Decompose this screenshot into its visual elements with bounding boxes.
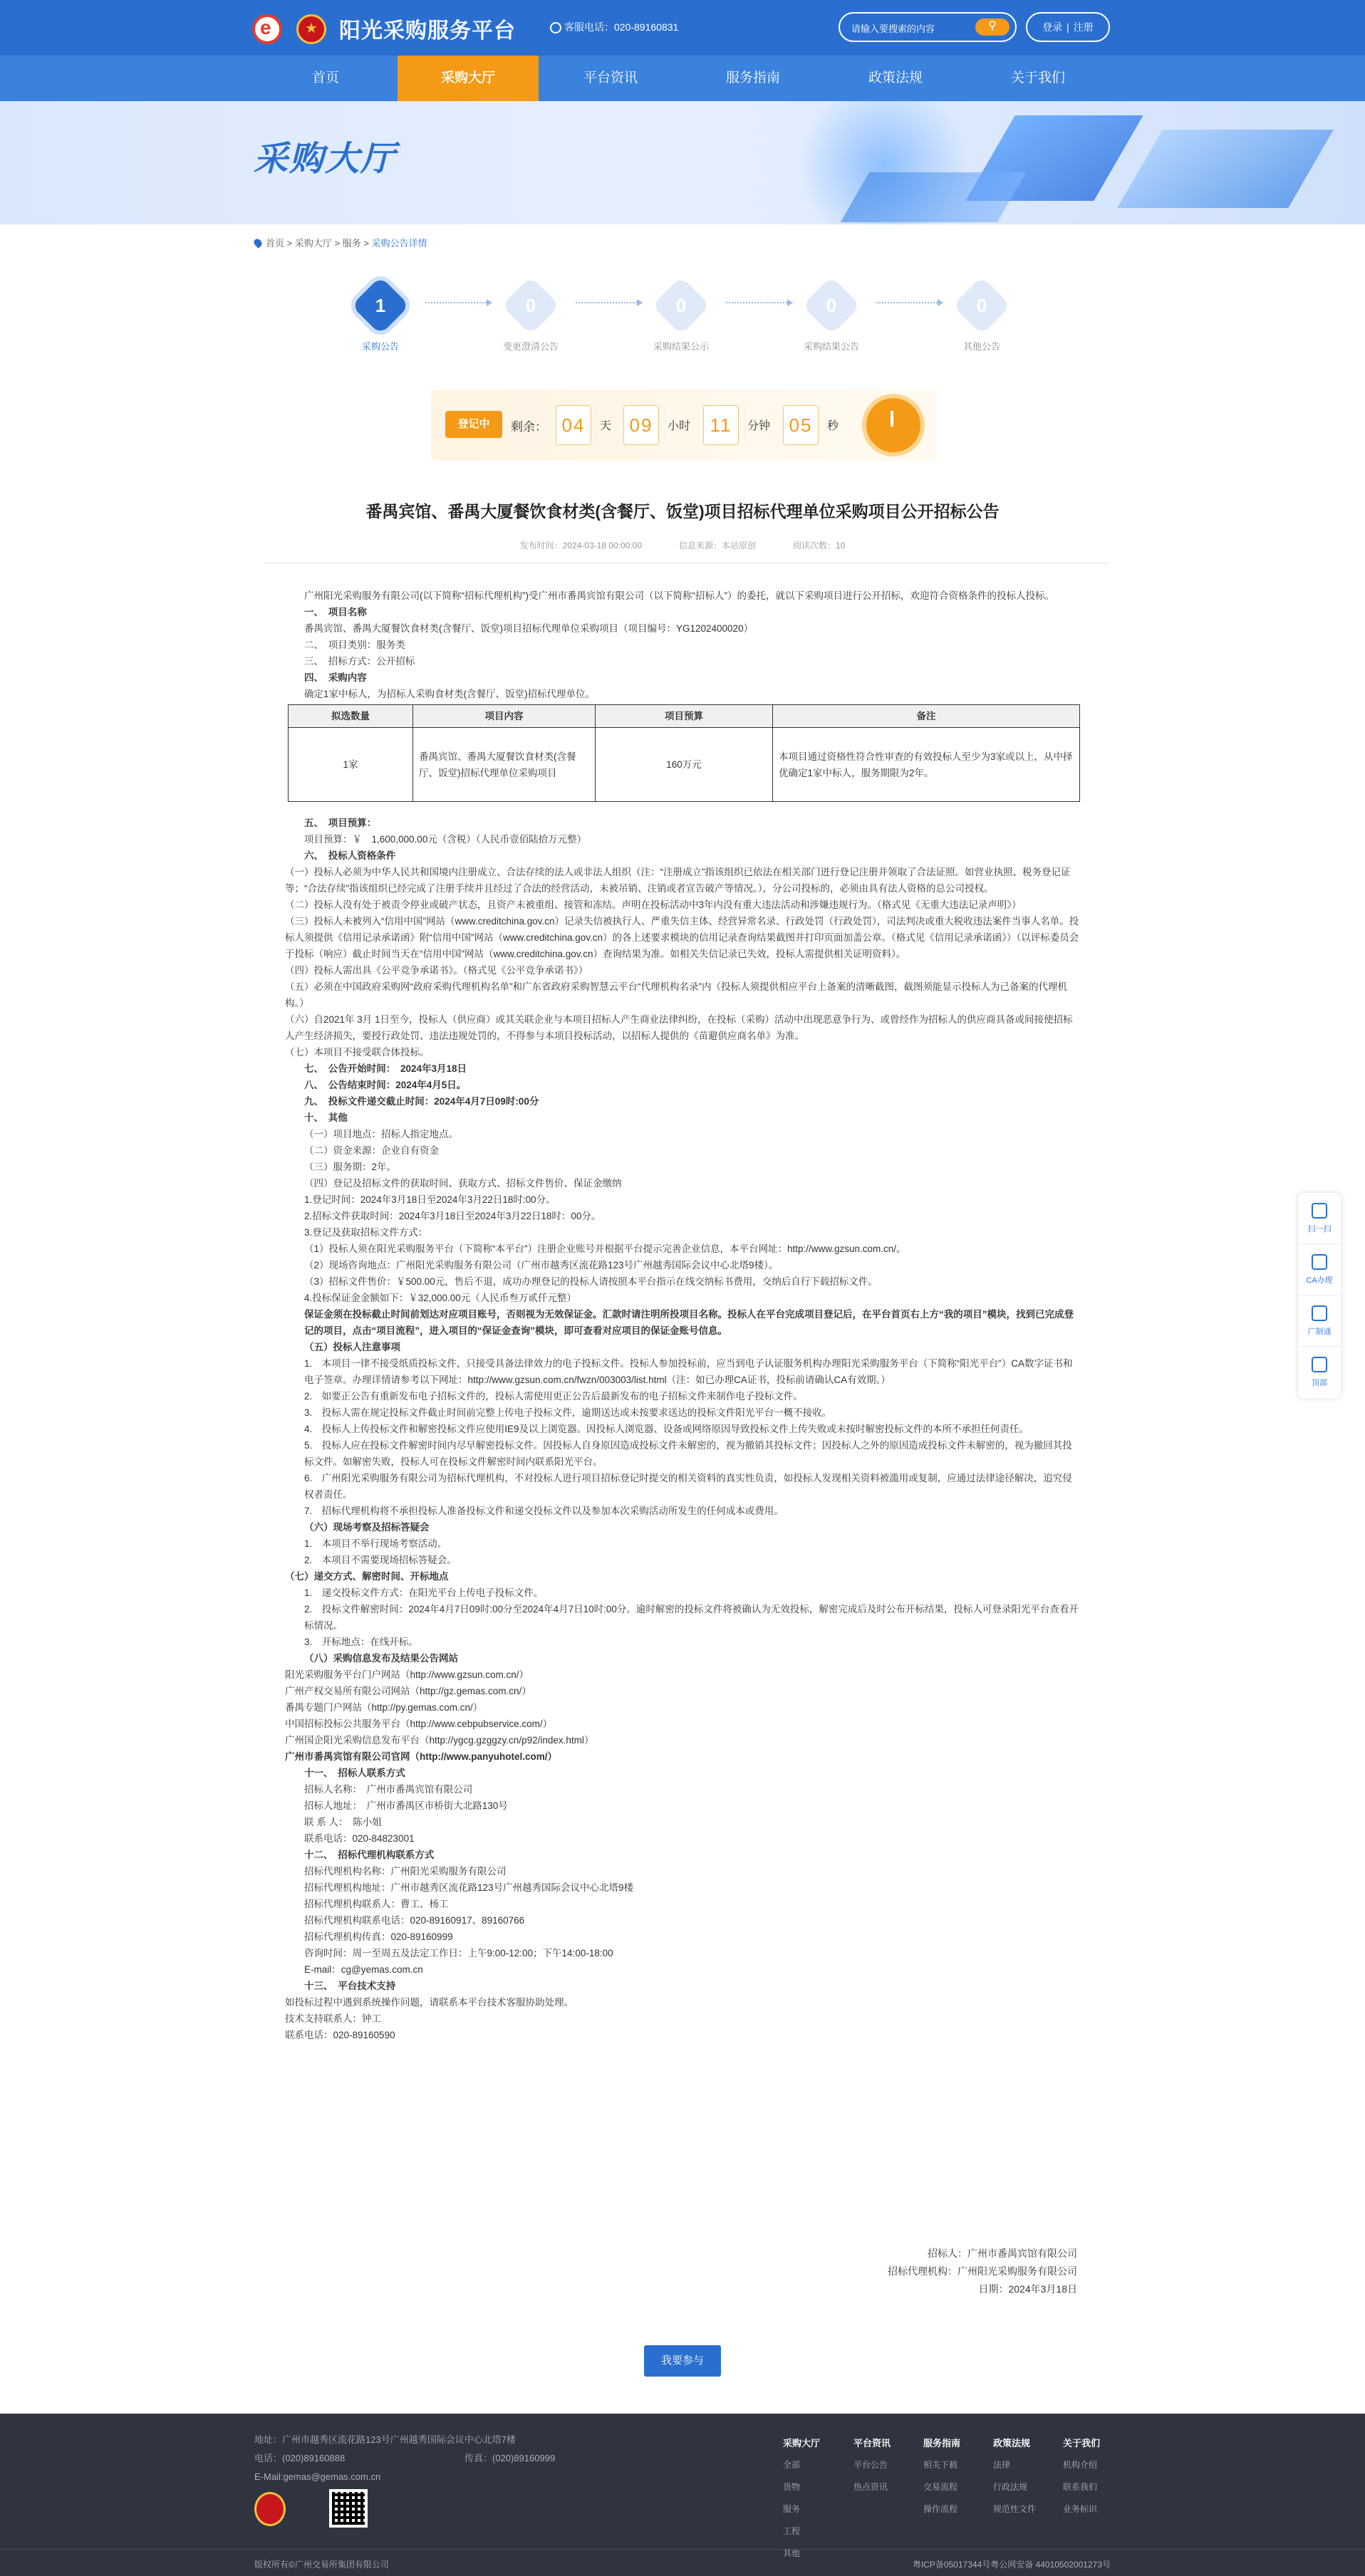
footer <box>0 2414 1365 2576</box>
publish-time: 发布时间：2024-03-18 00:00:00 <box>519 541 643 551</box>
article-paragraph: 7. 招标代理机构将不承担投标人准备投标文件和递交投标文件以及参加本次采购活动所发生的任何成本或费用。 <box>304 1506 784 1516</box>
banner-decoration <box>1117 130 1334 208</box>
footer-link[interactable]: 行政法规 <box>993 2482 1028 2492</box>
footer-col-heading[interactable]: 平台资讯 <box>853 2438 891 2449</box>
article-paragraph: 十二、 招标代理机构联系方式 <box>304 1850 435 1860</box>
article-paragraph: 招标代理机构联系电话：020-89160917、89160766 <box>304 1915 525 1926</box>
article-paragraph: 项目预算：￥ 1,600,000.00元（含税）（人民币壹佰陆拾万元整） <box>304 834 587 845</box>
article-paragraph: （二）投标人没有处于被责令停业或破产状态，且资产未被重组、接管和冻结。声明在投标活动中3年内没有重大违法活动和涉嫌违规行为。（格式见《无重大违法记录声明》） <box>285 899 1022 910</box>
step-other-notice[interactable] <box>932 281 1032 353</box>
step-arrow <box>576 302 640 303</box>
chart-icon <box>1312 1305 1327 1321</box>
login-register: 登录 | 注册 <box>1026 12 1110 42</box>
footer-email: E-Mail:gemas@gemas.com.cn <box>254 2471 381 2482</box>
nav-procurement-hall[interactable]: 采购大厅 <box>398 56 539 101</box>
footer-link[interactable]: 相关下载 <box>923 2460 958 2470</box>
article-paragraph: 广州国企阳光采购信息发布平台（http://ygcg.gzggzy.cn/p92/index.html） <box>285 1735 594 1746</box>
article-paragraph: 番禺宾馆、番禺大厦餐饮食材类(含餐厅、饭堂)项目招标代理单位采购项目（项目编号：YG1202400020） <box>304 623 754 634</box>
scan-qrcode-button[interactable] <box>1298 1193 1341 1244</box>
footer-link[interactable]: 联系我们 <box>1063 2482 1098 2492</box>
sidebar-label: 扫一扫 <box>1307 1225 1332 1234</box>
table-cell: 160万元 <box>596 728 773 802</box>
hotline <box>550 20 678 34</box>
sidebar-label: 顶部 <box>1312 1379 1327 1387</box>
ca-service-button[interactable] <box>1298 1244 1341 1295</box>
table-header: 项目预算 <box>596 705 773 728</box>
article-paragraph: （四）登记及招标文件的获取时间、获取方式、招标文件售价、保证金缴纳 <box>304 1178 622 1189</box>
sidebar-label: 广制通 <box>1307 1328 1332 1336</box>
article-paragraph: 5. 投标人应在投标文件解密时间内尽早解密投标文件。因投标人自身原因造成投标文件未解密的，视为撤销其投标文件；因投标人之外的原因造成投标文件未解密的，视为撤回其投标文件。如解密失败，投标人可在投标文件解密时间内联系阳光平台。 <box>304 1440 1072 1467</box>
banner-title: 采购大厅 <box>254 140 397 178</box>
article-paragraph: 招标人名称： 广州市番禺宾馆有限公司 <box>304 1784 473 1795</box>
countdown-timer <box>431 390 937 461</box>
article-paragraph: 广州产权交易所有限公司网站（http://gz.gemas.com.cn/） <box>285 1686 531 1696</box>
minutes-unit: 分钟 <box>747 420 771 432</box>
footer-link[interactable]: 全部 <box>783 2460 801 2470</box>
view-count: 阅读次数：10 <box>793 541 846 551</box>
platform-logo-icon[interactable]: e <box>252 14 282 44</box>
article-paragraph: 1. 本项目不举行现场考察活动。 <box>304 1538 447 1549</box>
step-label: 采购公告 <box>361 341 399 352</box>
signature-block <box>712 2245 1077 2298</box>
status-badge: 登记中 <box>445 411 502 438</box>
back-to-top-button[interactable] <box>1298 1347 1341 1398</box>
banner-decoration <box>841 172 1026 222</box>
footer-address: 地址：广州市越秀区流花路123号广州越秀国际会议中心北塔7楼 <box>254 2434 516 2445</box>
location-pin-icon <box>252 237 264 249</box>
remaining-label: 剩余： <box>511 420 547 434</box>
search-input[interactable] <box>839 12 1017 42</box>
nav-service-guide[interactable]: 服务指南 <box>725 71 780 85</box>
step-procurement-notice[interactable] <box>331 281 430 353</box>
article-paragraph: 技术支持联系人：钟工 <box>285 2013 381 2024</box>
article-paragraph: 十、 其他 <box>304 1112 348 1123</box>
procurement-table <box>288 704 1080 802</box>
article-paragraph: （二）资金来源：企业自有资金 <box>304 1145 439 1156</box>
article-paragraph: 招标代理机构传真：020-89160999 <box>304 1931 453 1942</box>
article-paragraph: 确定1家中标人，为招标人采购食材类(含餐厅、饭堂)招标代理单位。 <box>304 689 595 699</box>
article-paragraph: （八）采购信息发布及结果公告网站 <box>304 1653 458 1664</box>
login-link[interactable]: 登录 <box>1042 21 1063 33</box>
article-paragraph: （六）自2021年 3月 1日至今，投标人（供应商）或其关联企业与本项目招标人产生商业法律纠纷，在投标（采购）活动中出现恶意争行为、或曾经作为招标人的供应商具备或间接使招标人产生经济损失，要授行政处罚、违法违规处罚的，不得参与本项目投标活动，以招标人提供的《苗避供应商名单》为准。 <box>285 1014 1073 1041</box>
hours-unit: 小时 <box>668 420 691 432</box>
phone-icon <box>550 22 561 33</box>
article-paragraph: 2. 投标文件解密时间：2024年4月7日09时:00分至2024年4月7日10时:00分。逾时解密的投标文件将被确认为无效投标，解密完成后及时公布开标结果，投标人可登录阳光平台查看开标情况。 <box>304 1604 1079 1631</box>
article-paragraph: （五）投标人注意事项 <box>304 1342 400 1352</box>
article-paragraph: 联系电话：020-89160590 <box>285 2030 395 2040</box>
search-icon[interactable]: ⚲ <box>975 19 1010 36</box>
article-paragraph: 四、 采购内容 <box>304 672 367 683</box>
article-paragraph: 六、 投标人资格条件 <box>304 850 396 861</box>
table-cell: 本项目通过资格性符合性审查的有效投标人至少为3家或以上，从中择优确定1家中标人，服务期限为2年。 <box>773 728 1080 802</box>
table-cell: 1家 <box>289 728 413 802</box>
article-paragraph: 4. 投标人上传投标文件和解密投标文件应使用IE9及以上浏览器。因投标人浏览器、设备或网络原因导致投标文件上传失败或未按时解密投标文件的本所不承担任何责任。 <box>304 1424 1029 1434</box>
days-unit: 天 <box>600 420 612 432</box>
copyright: 版权所有©广州交易所集团有限公司 <box>254 2560 389 2570</box>
footer-fax: 传真：(020)89160999 <box>464 2453 556 2463</box>
table-header: 备注 <box>773 705 1080 728</box>
article-paragraph: E-mail：cg@yemas.com.cn <box>304 1964 423 1975</box>
join-button[interactable]: 我要参与 <box>644 2345 721 2377</box>
table-header: 项目内容 <box>413 705 596 728</box>
seconds-box: 05 <box>783 405 819 445</box>
police-emblem-icon <box>254 2492 286 2526</box>
nav-policy[interactable]: 政策法规 <box>868 71 923 85</box>
article-paragraph: 2.招标文件获取时间：2024年3月18日至2024年3月22日18时：00分。 <box>304 1211 601 1221</box>
step-hexagon: 0 <box>953 276 1011 335</box>
step-arrow <box>425 302 489 303</box>
signer-tenderer: 招标人：广州市番禺宾馆有限公司 <box>928 2248 1077 2259</box>
footer-col-heading[interactable]: 采购大厅 <box>783 2438 821 2449</box>
article-paragraph: 招标代理机构联系人：曹工、杨工 <box>304 1899 449 1909</box>
article-paragraph: 保证金须在投标截止时间前划达对应项目账号，否则视为无效保证金。汇款时请注明所投项目名称。投标人在平台完成项目登记后，在平台首页右上方“我的项目”模块，找到已完成登记的项目，点击“项目流程”，进入项目的“保证金查询”模块，即可查看对应项目的保证金账号信息。 <box>304 1309 1074 1336</box>
step-label: 采购结果公告 <box>803 341 859 352</box>
search-placeholder: 请输入要搜索的内容 <box>851 24 935 34</box>
article-paragraph: 3. 投标人需在规定投标文件截止时间前完整上传电子投标文件，逾期送达或未按要求送达的投标文件阳光平台一概不接收。 <box>304 1407 832 1418</box>
breadcrumb-hall[interactable]: 采购大厅 <box>294 238 332 249</box>
step-hexagon: 1 <box>351 276 410 335</box>
article-paragraph: 番禺专题门户网站（http://py.gemas.com.cn/） <box>285 1702 483 1713</box>
footer-link[interactable]: 交易流程 <box>923 2482 958 2492</box>
step-label: 变更澄清公告 <box>502 341 559 352</box>
icp-record[interactable]: 粤ICP备05017344号粤公网安备 44010502001273号 <box>912 2560 1111 2570</box>
article-body <box>285 588 1080 2043</box>
article-paragraph: （三）服务期：2年。 <box>304 1162 397 1172</box>
step-change-notice[interactable] <box>481 281 581 353</box>
article-paragraph: （三）投标人未被列入“信用中国”网站（www.creditchina.gov.cn）记录失信被执行人、严重失信主体、经营异常名录、行政处罚（行政处罚），司法判决或重大税收违法案件当事人名单。投标人须提供《信用记录承诺函》附“信用中国”网站（www.creditchina.gov.cn）的各上述要求模块的信用记录查询结果截图并打印页面加盖公章。（格式见《信用记录承诺函》）（以评标委员会于投标（响应）截止时间当天在“信用中国”网站（www.creditchina.gov.cn）查询结果为准。如相关失信记录已失效，投标人需提供相关证明资料）。 <box>285 916 1079 959</box>
footer-link[interactable]: 机构介绍 <box>1063 2460 1098 2470</box>
article-paragraph: 3.登记及获取招标文件方式： <box>304 1227 428 1238</box>
signer-agency: 招标代理机构：广州阳光采购服务有限公司 <box>888 2265 1077 2277</box>
article-title: 番禺宾馆、番禺大厦餐饮食材类(含餐厅、饭堂)项目招标代理单位采购项目公开招标公告 <box>365 502 1000 521</box>
footer-col-hall <box>783 2432 847 2565</box>
nav-news[interactable]: 平台资讯 <box>583 71 638 85</box>
article-paragraph: 八、 公告结束时间：2024年4月5日。 <box>304 1080 467 1090</box>
article-section-2 <box>285 815 1080 2043</box>
article-paragraph: 招标人地址： 广州市番禺区市桥街大北路130号 <box>304 1800 508 1811</box>
footer-col-policy <box>993 2432 1057 2520</box>
breadcrumb: 首页 > 采购大厅 > 服务 > 采购公告详情 <box>254 236 427 249</box>
footer-bottom-bar <box>0 2549 1365 2576</box>
footer-link[interactable]: 平台公告 <box>853 2460 888 2470</box>
article-paragraph: 联 系 人： 陈小姐 <box>304 1817 382 1827</box>
article-paragraph: 三、 招标方式：公开招标 <box>304 656 415 667</box>
table-header: 拟选数量 <box>289 705 413 728</box>
table-cell: 番禺宾馆、番禺大厦餐饮食材类(含餐厅、饭堂)招标代理单位采购项目 <box>413 728 596 802</box>
register-link[interactable]: 注册 <box>1073 21 1094 33</box>
article-paragraph: 二、 项目类别：服务类 <box>304 640 405 650</box>
footer-link[interactable]: 其他 <box>783 2548 801 2558</box>
breadcrumb-service[interactable]: 服务 <box>342 238 361 249</box>
qrcode-icon <box>1312 1203 1327 1219</box>
main-nav <box>0 56 1365 101</box>
article-paragraph: 五、 项目预算： <box>304 818 377 828</box>
article-paragraph: 一、 项目名称 <box>304 607 367 617</box>
step-label: 其他公告 <box>962 341 1000 352</box>
article-paragraph: 咨询时间：周一至周五及法定工作日：上午9:00-12:00；下午14:00-18:00 <box>304 1948 613 1959</box>
article-paragraph: 九、 投标文件递交截止时间：2024年4月7日09时:00分 <box>304 1096 539 1107</box>
article-paragraph: （2）现场咨询地点：广州阳光采购服务有限公司（广州市越秀区流花路123号广州越秀国际会议中心北塔9楼）。 <box>304 1260 779 1271</box>
article-paragraph: （1）投标人须在阳光采购服务平台（下简称“本平台”）注册企业账号并根据平台提示完善企业信息，本平台网址：http://www.gzsun.com.cn/。 <box>304 1243 906 1254</box>
step-arrow <box>726 302 790 303</box>
footer-link[interactable]: 工程 <box>783 2526 801 2536</box>
footer-col-heading[interactable]: 关于我们 <box>1063 2438 1101 2449</box>
hotline-text: 客服电话：020-89160831 <box>564 21 679 33</box>
national-emblem-icon: ★ <box>296 14 326 44</box>
table-header-row <box>289 705 1080 728</box>
article-paragraph: 阳光采购服务平台门户网站（http://www.gzsun.com.cn/） <box>285 1669 529 1680</box>
seconds-unit: 秒 <box>827 420 839 432</box>
footer-link[interactable]: 操作流程 <box>923 2504 958 2514</box>
footer-col-heading[interactable]: 服务指南 <box>923 2438 961 2449</box>
banner <box>0 101 1365 224</box>
step-label: 采购结果公示 <box>653 341 709 352</box>
article-paragraph: 十一、 招标人联系方式 <box>304 1768 405 1778</box>
footer-link[interactable]: 法律 <box>993 2460 1011 2470</box>
ca-icon <box>1312 1254 1327 1270</box>
floating-sidebar <box>1298 1193 1341 1398</box>
site-name[interactable]: 阳光采购服务平台 <box>339 19 516 43</box>
article-paragraph: 中国招标投标公共服务平台（http://www.cebpubservice.com/） <box>285 1719 553 1729</box>
footer-col-about <box>1063 2432 1127 2520</box>
nav-home[interactable]: 首页 <box>311 71 339 85</box>
step-hexagon: 0 <box>502 276 560 335</box>
article-paragraph: 6. 广州阳光采购服务有限公司为招标代理机构，不对投标人进行项目招标登记时提交的相关资料的真实性负责，如投标人发现相关资料被滥用或复制，应通过法律途径解决，追究侵权者责任。 <box>304 1473 1072 1500</box>
footer-col-news <box>853 2432 918 2498</box>
article-paragraph: （七）本项目不接受联合体投标。 <box>285 1047 430 1058</box>
sign-date: 日期：2024年3月18日 <box>978 2283 1077 2295</box>
footer-link[interactable]: 服务 <box>783 2504 801 2514</box>
arrow-up-icon <box>1312 1357 1327 1372</box>
article-paragraph: （四）投标人需出具《公平竞争承诺书》。（格式见《公平竞争承诺书》） <box>285 965 588 976</box>
article-paragraph: 2. 如要正公告有重新发布电子招标文件的，投标人需使用更正公告后最新发布的电子招标文件来制作电子投标文件。 <box>304 1391 803 1402</box>
article-paragraph: （六）现场考察及招标答疑会 <box>304 1522 430 1533</box>
article-paragraph: 1. 本项目一律不接受纸质投标文件，只接受具备法律效力的电子投标文件。投标人参加投标前，应当到电子认证服务机构办理阳光采购服务平台（下简称“阳光平台”）CA数字证书和电子签章。办理详情请参考以下网址：http://www.gzsun.com.cn/fwzn/003003/list.html（注：如已办理CA证书，投标前请确认CA有效期。） <box>304 1358 1073 1385</box>
sidebar-label: CA办理 <box>1306 1276 1333 1285</box>
step-result-notice[interactable] <box>782 281 881 353</box>
footer-phone: 电话：(020)89160888 <box>254 2453 346 2463</box>
article-paragraph: 七、 公告开始时间： 2024年3月18日 <box>304 1063 467 1074</box>
notice-steps <box>0 281 1365 359</box>
article-paragraph: 招标代理机构地址：广州市越秀区流花路123号广州越秀国际会议中心北塔9楼 <box>304 1882 634 1893</box>
step-hexagon: 0 <box>652 276 710 335</box>
alarm-clock-icon <box>862 394 925 457</box>
article-paragraph: 1.登记时间：2024年3月18日至2024年3月22日18时:00分。 <box>304 1194 556 1205</box>
article-paragraph: 招标代理机构名称：广州阳光采购服务有限公司 <box>304 1866 507 1877</box>
step-result-publicity[interactable] <box>631 281 731 353</box>
article-paragraph: （五）必须在中国政府采购网“政府采购代理机构名单”和广东省政府采购智慧云平台“代理机构名录”内（投标人须提供相应平台上备案的清晰截图，截图须能显示投标人为己备案的代理机构。） <box>285 981 1067 1008</box>
footer-col-guide <box>923 2432 987 2520</box>
breadcrumb-home[interactable]: 首页 <box>266 238 285 249</box>
step-hexagon: 0 <box>802 276 861 335</box>
nav-about[interactable]: 关于我们 <box>1010 71 1065 85</box>
hours-box: 09 <box>623 405 659 445</box>
footer-col-heading[interactable]: 政策法规 <box>993 2438 1031 2449</box>
guangzhi-button[interactable] <box>1298 1295 1341 1347</box>
article-paragraph: 十三、 平台技术支持 <box>304 1981 396 1991</box>
article-paragraph: （3）招标文件售价：￥500.00元，售后不退，成功办理登记的投标人请按照本平台指示在线交纳标书费用，交纳后自行下载招标文件。 <box>304 1276 878 1287</box>
article-paragraph: 4.投标保证金金额如下：￥32,000.00元（人民币叁万贰仟元整） <box>304 1293 576 1303</box>
article-paragraph: 2. 本项目不需要现场招标答疑会。 <box>304 1555 457 1565</box>
article-section-1 <box>285 588 1080 702</box>
article-meta <box>0 539 1365 551</box>
info-source: 信息来源：本站原创 <box>679 541 757 551</box>
article-paragraph: 联系电话：020-84823001 <box>304 1833 415 1844</box>
days-box: 04 <box>556 405 591 445</box>
footer-link[interactable]: 业务标识 <box>1063 2504 1098 2514</box>
footer-link[interactable]: 热点资讯 <box>853 2482 888 2492</box>
step-arrow <box>876 302 940 303</box>
footer-link[interactable]: 货物 <box>783 2482 801 2492</box>
table-row <box>289 728 1080 802</box>
article-paragraph: 广州阳光采购服务有限公司(以下简称“招标代理机构”)受广州市番禺宾馆有限公司（以下简称“招标人”）的委托，就以下采购项目进行公开招标，欢迎符合资格条件的投标人投标。 <box>304 590 1054 601</box>
header-bar <box>0 0 1365 56</box>
minutes-box: 11 <box>703 405 739 445</box>
article-paragraph: 3. 开标地点：在线开标。 <box>304 1637 418 1647</box>
article-paragraph: 广州市番禺宾馆有限公司官网（http://www.panyuhotel.com/） <box>285 1751 557 1762</box>
qrcode-icon <box>329 2489 368 2528</box>
article-paragraph: （一）投标人必须为中华人民共和国境内注册成立、合法存续的法人或非法人组织（注：“注册成立”指该组织已依法在相关部门进行登记注册并领取了合法证照。如营业执照、税务登记证等；“合法存续”指该组织已经完成了注册手续并且经过了合法的经营活动，未被吊销、注销或者宣告破产等情况。），分公司投标的，必须由具有法人资格的总公司授权。 <box>285 867 1071 894</box>
footer-link[interactable]: 规范性文件 <box>993 2504 1037 2514</box>
article-paragraph: （七）递交方式、解密时间、开标地点 <box>285 1571 449 1582</box>
article-paragraph: （一）项目地点：招标人指定地点。 <box>304 1129 458 1140</box>
article-paragraph: 如投标过程中遇到系统操作问题，请联系本平台技术客服协助处理。 <box>285 1997 573 2008</box>
breadcrumb-current: 采购公告详情 <box>371 238 427 249</box>
article-paragraph: 1. 递交投标文件方式：在阳光平台上传电子投标文件。 <box>304 1587 544 1598</box>
